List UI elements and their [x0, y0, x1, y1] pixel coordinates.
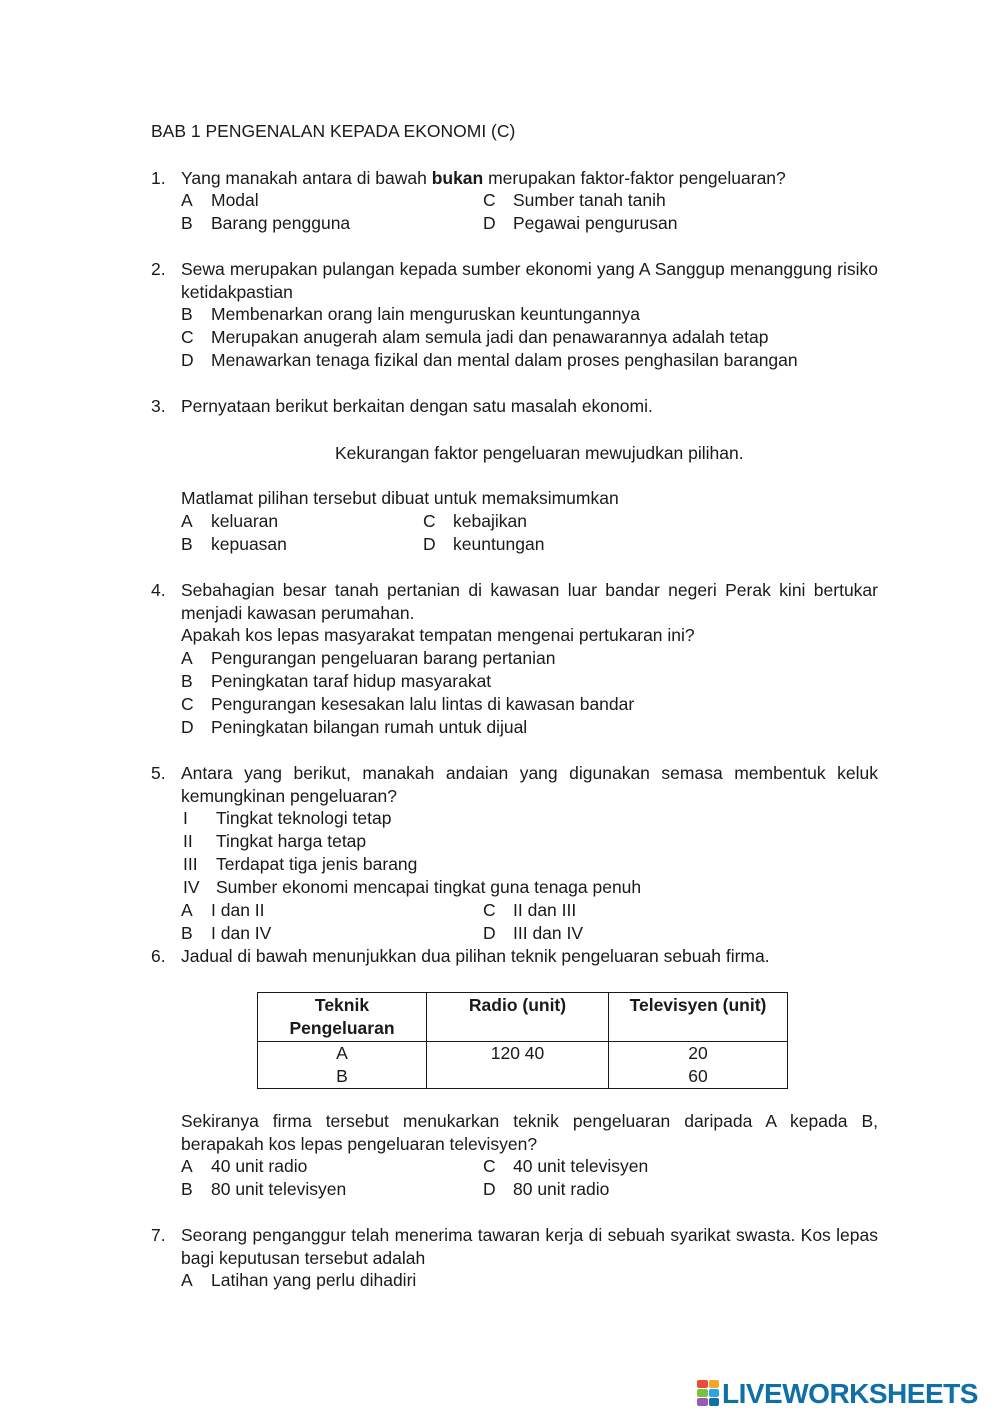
q1-option-d[interactable]: D Pegawai pengurusan: [483, 213, 678, 233]
q5-option-d[interactable]: D III dan IV: [483, 923, 584, 943]
q4-number: 4.: [151, 580, 166, 600]
liveworksheets-logo[interactable]: [697, 1378, 978, 1408]
q6-option-c[interactable]: C 40 unit televisyen: [483, 1156, 649, 1176]
page-title: BAB 1 PENGENALAN KEPADA EKONOMI (C): [151, 121, 516, 141]
q3-option-b[interactable]: B kepuasan: [181, 534, 287, 554]
logo-block: [709, 1398, 720, 1406]
q5-statement-iii: III Terdapat tiga jenis barang: [183, 854, 418, 874]
q2-text: Sewa merupakan pulangan kepada sumber ekonomi yang A Sanggup menanggung risiko ketidakpastian: [181, 259, 878, 302]
logo-block: [697, 1380, 708, 1388]
table-cell: 20: [609, 1042, 788, 1066]
q3-number: 3.: [151, 396, 166, 416]
q4-option-c[interactable]: C Pengurangan kesesakan lalu lintas di kawasan bandar: [181, 694, 635, 714]
table-header-televisyen: Televisyen (unit): [609, 993, 788, 1042]
q6-option-a[interactable]: A 40 unit radio: [181, 1156, 308, 1176]
q4-text: Sebahagian besar tanah pertanian di kawasan luar bandar negeri Perak kini bertukar menjadi kawasan perumahan.: [181, 580, 878, 623]
q3-prompt: Matlamat pilihan tersebut dibuat untuk memaksimumkan: [181, 488, 619, 508]
logo-mark-icon: [697, 1380, 719, 1406]
logo-text: LIVEWORKSHEETS: [722, 1377, 978, 1409]
q5-statement-i: I Tingkat teknologi tetap: [183, 808, 392, 828]
q4-option-b[interactable]: B Peningkatan taraf hidup masyarakat: [181, 671, 492, 691]
logo-block: [697, 1398, 708, 1406]
q2-option-c[interactable]: C Merupakan anugerah alam semula jadi dan penawarannya adalah tetap: [181, 327, 769, 347]
table-cell: A: [258, 1042, 427, 1066]
q3-text: Pernyataan berikut berkaitan dengan satu masalah ekonomi.: [181, 396, 653, 416]
q5-text: Antara yang berikut, manakah andaian yang digunakan semasa membentuk keluk kemungkinan pengeluaran?: [181, 763, 878, 806]
q1-option-b[interactable]: B Barang pengguna: [181, 213, 351, 233]
logo-block: [697, 1389, 708, 1397]
table-cell: 120 40: [427, 1042, 609, 1066]
table-header-teknik: Teknik Pengeluaran: [258, 993, 427, 1042]
q3-option-d[interactable]: D keuntungan: [423, 534, 545, 554]
table-row: [258, 1065, 788, 1089]
q4-option-d[interactable]: D Peningkatan bilangan rumah untuk dijual: [181, 717, 528, 737]
q5-statement-iv: IV Sumber ekonomi mencapai tingkat guna tenaga penuh: [183, 877, 642, 897]
q6-text: Jadual di bawah menunjukkan dua pilihan teknik pengeluaran sebuah firma.: [181, 946, 770, 966]
q5-option-b[interactable]: B I dan IV: [181, 923, 272, 943]
table-cell: [427, 1065, 609, 1089]
q4-prompt: Apakah kos lepas masyarakat tempatan mengenai pertukaran ini?: [181, 625, 695, 645]
q2-option-b[interactable]: B Membenarkan orang lain menguruskan keuntungannya: [181, 304, 641, 324]
q5-number: 5.: [151, 763, 166, 783]
q6-prompt: Sekiranya firma tersebut menukarkan teknik pengeluaran daripada A kepada B, berapakah kos lepas pengeluaran televisyen?: [181, 1111, 878, 1154]
q7-number: 7.: [151, 1225, 166, 1245]
q4-option-a[interactable]: A Pengurangan pengeluaran barang pertanian: [181, 648, 556, 668]
q1-option-a[interactable]: A Modal: [181, 190, 259, 210]
table-header-radio: Radio (unit): [427, 993, 609, 1042]
q6-option-d[interactable]: D 80 unit radio: [483, 1179, 610, 1199]
q6-option-b[interactable]: B 80 unit televisyen: [181, 1179, 347, 1199]
q1-text: Yang manakah antara di bawah bukan merupakan faktor-faktor pengeluaran?: [181, 168, 786, 188]
logo-block: [709, 1389, 720, 1397]
q5-statement-ii: II Tingkat harga tetap: [183, 831, 367, 851]
table-row: [258, 1042, 788, 1066]
q5-option-c[interactable]: C II dan III: [483, 900, 577, 920]
table-cell: B: [258, 1065, 427, 1089]
q5-option-a[interactable]: A I dan II: [181, 900, 265, 920]
q6-table: [257, 992, 788, 1089]
q2-option-d[interactable]: D Menawarkan tenaga fizikal dan mental dalam proses penghasilan barangan: [181, 350, 798, 370]
q6-number: 6.: [151, 946, 166, 966]
logo-block: [709, 1380, 720, 1388]
q2-number: 2.: [151, 259, 166, 279]
q3-option-a[interactable]: A keluaran: [181, 511, 279, 531]
table-cell: 60: [609, 1065, 788, 1089]
q7-option-a[interactable]: A Latihan yang perlu dihadiri: [181, 1270, 417, 1290]
q1-option-c[interactable]: C Sumber tanah tanih: [483, 190, 666, 210]
q3-option-c[interactable]: C kebajikan: [423, 511, 527, 531]
q3-statement: Kekurangan faktor pengeluaran mewujudkan pilihan.: [335, 443, 744, 463]
q1-number: 1.: [151, 168, 166, 188]
q7-text: Seorang penganggur telah menerima tawaran kerja di sebuah syarikat swasta. Kos lepas bagi keputusan tersebut adalah: [181, 1225, 878, 1268]
